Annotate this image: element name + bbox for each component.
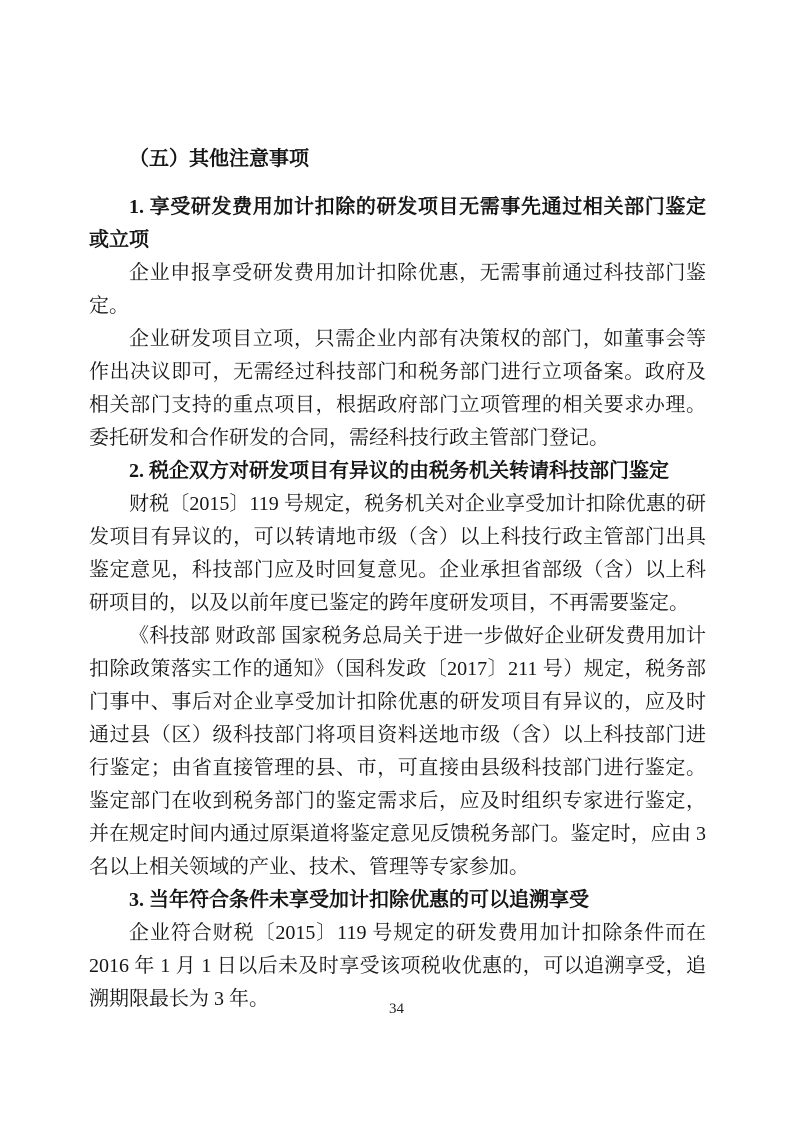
page-number: 34 [389,1001,404,1017]
item-2-paragraph-1: 财税〔2015〕119 号规定，税务机关对企业享受加计扣除优惠的研发项目有异议的，可以转请地市级（含）以上科技行政主管部门出具鉴定意见，科技部门应及时回复意见。企业承担省部级（含）以上科研项目的，以及以前年度已鉴定的跨年度研发项目，不再需要鉴定。 [89,493,706,614]
item-1-heading: 1. 享受研发费用加计扣除的研发项目无需事先通过相关部门鉴定或立项 [89,196,706,251]
document-content [89,143,706,1016]
item-1-paragraph-1: 企业申报享受研发费用加计扣除优惠，无需事前通过科技部门鉴定。 [89,262,706,317]
section-heading: （五）其他注意事项 [129,148,309,170]
item-2-heading: 2. 税企双方对研发项目有异议的由税务机关转请科技部门鉴定 [129,460,669,482]
item-3-heading: 3. 当年符合条件未享受加计扣除优惠的可以追溯享受 [129,889,589,911]
item-2-paragraph-2: 《科技部 财政部 国家税务总局关于进一步做好企业研发费用加计扣除政策落实工作的通知》（国科发政〔2017〕211 号）规定，税务部门事中、事后对企业享受加计扣除优惠的研发项目有异议的，应及时通过县（区）级科技部门将项目资料送地市级（含）以上科技部门进行鉴定；由省直接管理的县、市，可直接由县级科技部门进行鉴定。鉴定部门在收到税务部门的鉴定需求后，应及时组织专家进行鉴定，并在规定时间内通过原渠道将鉴定意见反馈税务部门。鉴定时，应由 3 名以上相关领域的产业、技术、管理等专家参加。 [89,625,706,878]
item-3-paragraph-1: 企业符合财税〔2015〕119 号规定的研发费用加计扣除条件而在 2016 年 1 月 1 日以后未及时享受该项税收优惠的，可以追溯享受，追溯期限最长为 3 年。 [89,922,706,1010]
item-1-paragraph-2: 企业研发项目立项，只需企业内部有决策权的部门，如董事会等作出决议即可，无需经过科技部门和税务部门进行立项备案。政府及相关部门支持的重点项目，根据政府部门立项管理的相关要求办理。委托研发和合作研发的合同，需经科技行政主管部门登记。 [89,328,706,449]
